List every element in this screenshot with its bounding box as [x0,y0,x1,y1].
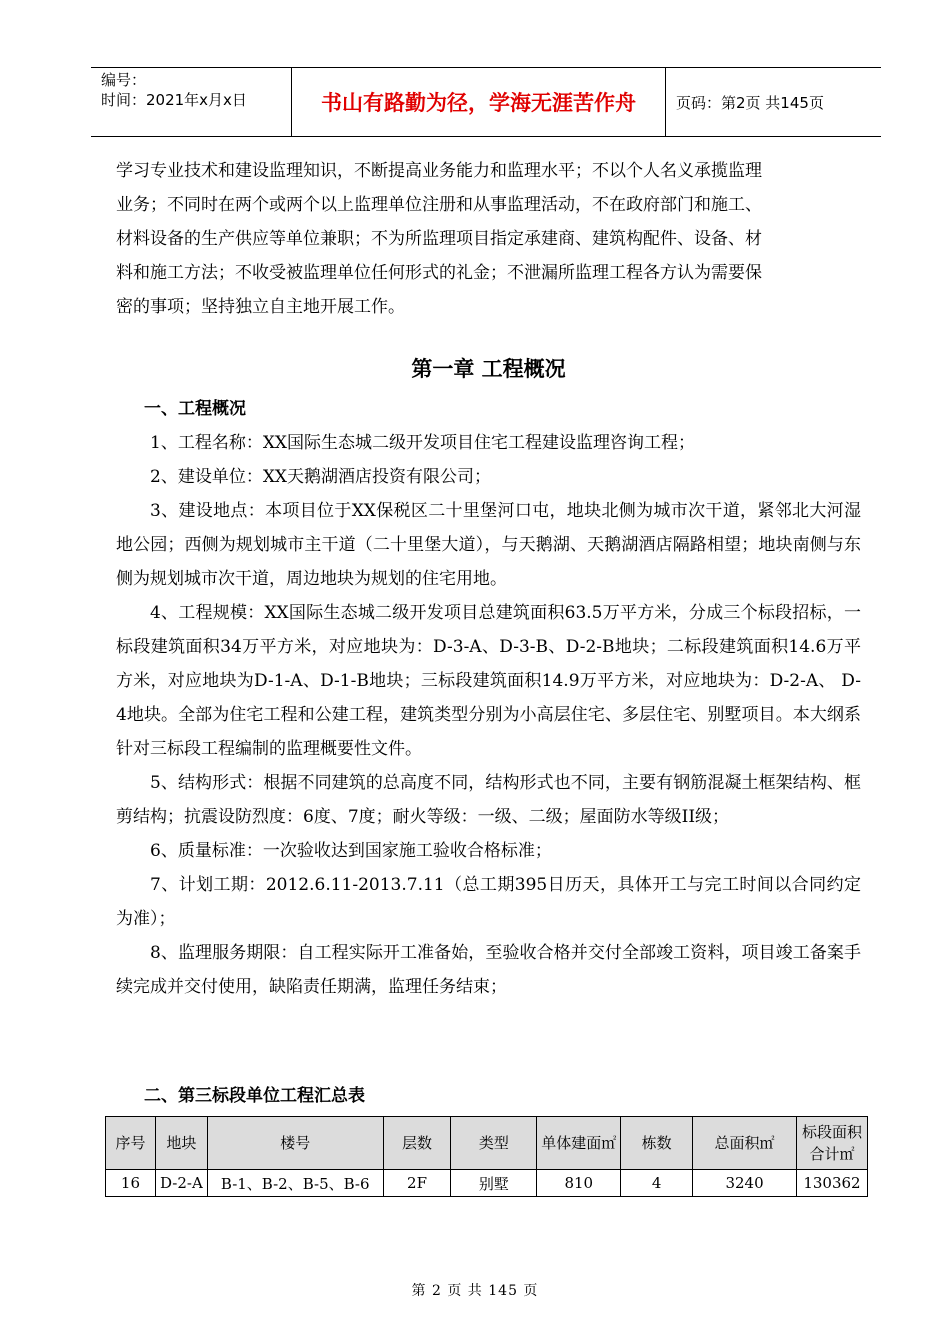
intro-line: 材料设备的生产供应等单位兼职；不为所监理项目指定承建商、建筑构配件、设备、材 [116,229,762,249]
table-header-cell: 层数 [383,1117,451,1170]
overview-item: 1、工程名称：XX国际生态城二级开发项目住宅工程建设监理咨询工程； [150,433,696,453]
page-header [91,67,881,137]
table-cell: 810 [537,1170,621,1197]
table-header-row [106,1117,868,1170]
header-meta [91,68,292,136]
section-title-overview: 一、工程概况 [144,399,246,419]
intro-line: 料和施工方法；不收受被监理单位任何形式的礼金；不泄漏所监理工程各方认为需要保 [116,263,762,283]
document-time-label: 时间：2021年x月x日 [101,91,247,109]
table-cell: 16 [106,1170,156,1197]
table-header-cell: 楼号 [207,1117,383,1170]
intro-line: 密的事项；坚持独立自主地开展工作。 [116,297,405,317]
table-cell: 4 [621,1170,693,1197]
overview-item: 2、建设单位：XX天鹅湖酒店投资有限公司； [150,467,492,487]
intro-paragraph [116,154,861,324]
table-cell: 3240 [693,1170,797,1197]
table-cell: 130362 [796,1170,867,1197]
overview-item: 3、建设地点：本项目位于XX保税区二十里堡河口屯，地块北侧为城市次干道，紧邻北大河湿地公园；西侧为规划城市主干道（二十里堡大道），与天鹅湖、天鹅湖酒店隔路相望；地块南侧与东侧为规划城市次干道，周边地块为规划的住宅用地。 [116,501,861,589]
overview-item: 7、计划工期：2012.6.11-2013.7.11（总工期395日历天，具体开工与完工时间以合同约定为准）； [116,875,861,929]
table-cell: B-1、B-2、B-5、B-6 [207,1170,383,1197]
table-header-cell: 栋数 [621,1117,693,1170]
header-motto: 书山有路勤为径，学海无涯苦作舟 [292,68,666,136]
table-header-cell: 单体建面㎡ [537,1117,621,1170]
page-footer: 第 2 页 共 145 页 [411,1283,539,1299]
intro-line: 学习专业技术和建设监理知识，不断提高业务能力和监理水平；不以个人名义承揽监理 [116,161,762,181]
table-cell: 别墅 [451,1170,537,1197]
intro-line: 业务；不同时在两个或两个以上监理单位注册和从事监理活动，不在政府部门和施工、 [116,195,762,215]
summary-table [105,1116,868,1197]
document-number-label: 编号： [101,71,147,89]
table-header-cell: 类型 [451,1117,537,1170]
overview-item: 4、工程规模：XX国际生态城二级开发项目总建筑面积63.5万平方米，分成三个标段招标，一标段建筑面积34万平方米，对应地块为：D-3-A、D-3-B、D-2-B地块；二标段建筑面积14.6万平方米，对应地块为D-1-A、D-1-B地块；三标段建筑面积14.9万平方米，对应地块为：D-2-A、 D-4地块。全部为住宅工程和公建工程，建筑类型分别为小高层住宅、多层住宅、别墅项目。本大纲系针对三标段工程编制的监理概要性文件。 [116,603,861,759]
overview-item: 8、监理服务期限：自工程实际开工准备始，至验收合格并交付全部竣工资料，项目竣工备案手续完成并交付使用，缺陷责任期满，监理任务结束； [116,943,861,997]
table-cell: 2F [383,1170,451,1197]
table-header-cell: 总面积㎡ [693,1117,797,1170]
overview-item: 5、结构形式：根据不同建筑的总高度不同，结构形式也不同，主要有钢筋混凝土框架结构、框剪结构；抗震设防烈度：6度、7度；耐火等级：一级、二级；屋面防水等级II级； [116,773,861,827]
table-cell: D-2-A [155,1170,207,1197]
table-header-cell: 标段面积合计㎡ [796,1117,867,1170]
header-page-label: 页码：第2页 共145页 [676,93,824,112]
table-row [106,1170,868,1197]
overview-items [116,426,861,1004]
overview-item: 6、质量标准：一次验收达到国家施工验收合格标准； [150,841,552,861]
table-header-cell: 地块 [155,1117,207,1170]
chapter-title: 第一章 工程概况 [411,357,566,381]
table-header-cell: 序号 [106,1117,156,1170]
section-title-summary: 二、第三标段单位工程汇总表 [144,1086,365,1106]
